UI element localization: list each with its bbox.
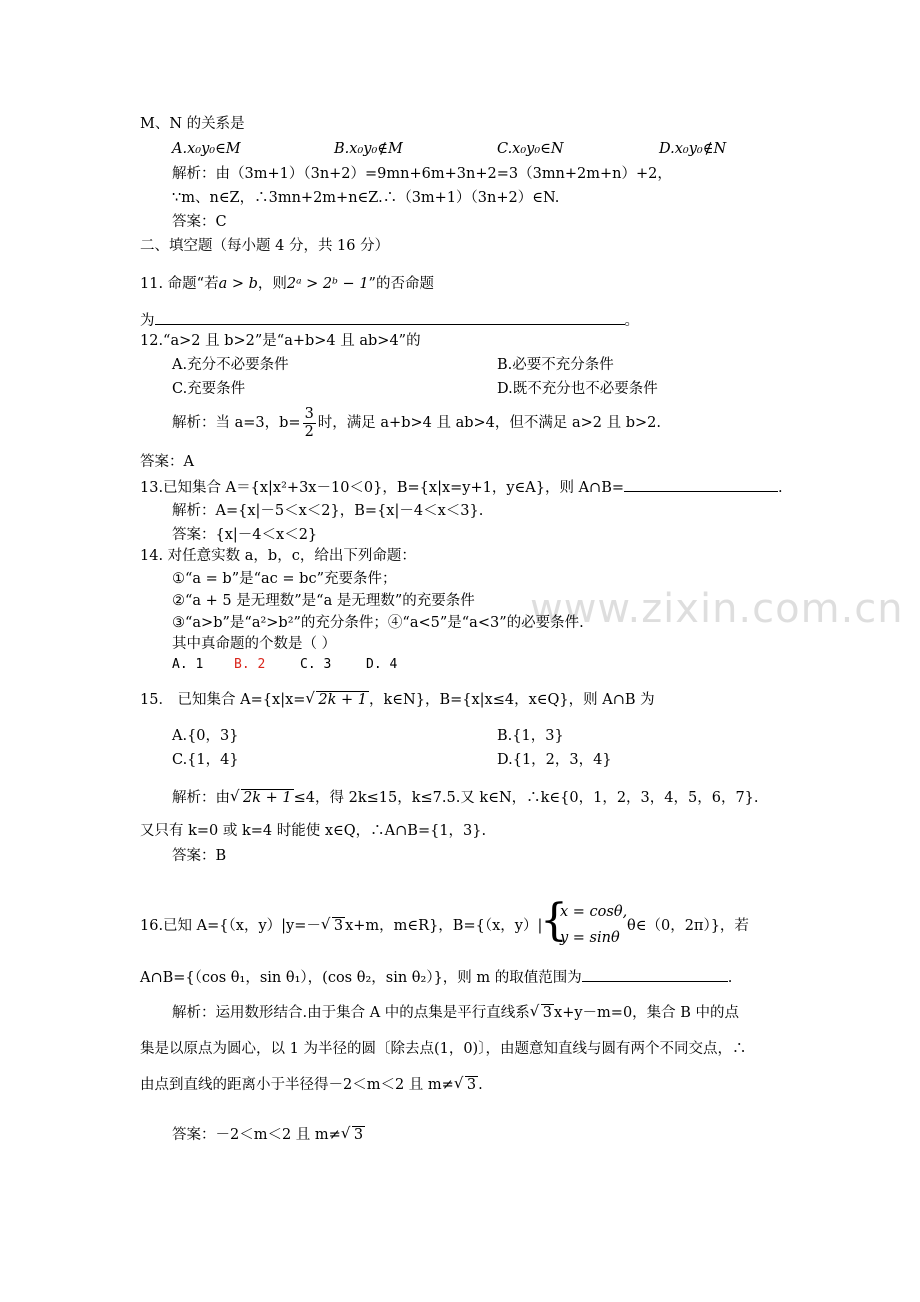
watermark-text: www.zixin.com.cn bbox=[530, 586, 904, 632]
q16-analysis-2: 集是以原点为圆心，以 1 为半径的圆〔除去点(1，0)〕，由题意知直线与圆有两个不同交点，∴ bbox=[140, 1041, 747, 1057]
q11-line-2 bbox=[140, 310, 639, 331]
q15-analysis-radicand: 2k + 1 bbox=[243, 790, 292, 806]
q10-option-c: C.x₀y₀∈N bbox=[497, 141, 564, 157]
q16-analysis-1b: x+y－m=0，集合 B 中的点 bbox=[554, 1005, 740, 1021]
q12-stem: 12.“a>2 且 b>2”是“a+b>4 且 ab>4”的 bbox=[140, 333, 421, 349]
q15-stem-a: 15． 已知集合 A={x|x= bbox=[140, 692, 306, 708]
q16-stem-c: θ∈（0，2π）}，若 bbox=[627, 918, 749, 934]
q13-analysis: 解析：A={x|－5＜x＜2}，B={x|－4＜x＜3}. bbox=[172, 503, 484, 519]
q13-stem-text: 13.已知集合 A＝{x|x²+3x－10＜0}，B={x|x=y+1，y∈A}，则 A∩B= bbox=[140, 480, 625, 496]
q16-analysis-3-sqrt: √ 3 bbox=[453, 1074, 477, 1093]
q14-option-a: A. 1 bbox=[172, 657, 204, 672]
section-heading: 二、填空题（每小题 4 分，共 16 分） bbox=[140, 238, 390, 254]
q11-text-b: ，则 bbox=[257, 276, 287, 292]
q15-option-b: B.{1，3} bbox=[497, 728, 564, 744]
q12-analysis bbox=[172, 404, 661, 442]
q11-end: 。 bbox=[624, 313, 639, 329]
q16-analysis-sqrt-3-value: 3 bbox=[542, 1005, 553, 1021]
q16-stem-a: 16.已知 A={（x，y）|y=－ bbox=[140, 918, 321, 934]
q15-answer: 答案：B bbox=[172, 848, 227, 864]
q15-option-a: A.{0，3} bbox=[172, 728, 239, 744]
q16-answer bbox=[172, 1125, 365, 1145]
q10-option-d: D.x₀y₀∉N bbox=[659, 141, 727, 157]
q16-answer-sqrt-value: 3 bbox=[353, 1127, 364, 1143]
q16-analysis-3 bbox=[140, 1075, 483, 1095]
q12-fraction-denominator: 2 bbox=[304, 423, 314, 440]
q11-condition: a > b bbox=[218, 276, 258, 292]
q14-stem: 14. 对任意实数 a，b，c，给出下列命题： bbox=[140, 548, 416, 564]
q16-answer-blank[interactable] bbox=[582, 967, 728, 982]
q13-stem-end: . bbox=[778, 480, 783, 496]
q16-sqrt-3: √ 3 bbox=[320, 915, 344, 934]
q16-sqrt-3-value: 3 bbox=[333, 918, 344, 934]
q12-fraction bbox=[303, 406, 316, 441]
q16-line-2-end: . bbox=[727, 970, 733, 986]
q11-expression: 2ᵃ > 2ᵇ − 1 bbox=[286, 276, 369, 292]
q13-stem bbox=[140, 477, 783, 498]
q12-option-d: D.既不充分也不必要条件 bbox=[497, 381, 658, 397]
q12-analysis-a: 解析：当 a=3，b= bbox=[172, 415, 301, 431]
q16-analysis-1a: 解析：运用数形结合.由于集合 A 中的点集是平行直线系 bbox=[172, 1005, 530, 1021]
q10-answer: 答案：C bbox=[172, 214, 227, 230]
q16-stem-b: x+m，m∈R}，B={（x，y）| bbox=[345, 918, 543, 934]
q16-system-brace: { bbox=[540, 895, 568, 946]
q15-option-d: D.{1，2，3，4} bbox=[497, 752, 612, 768]
q12-answer: 答案：A bbox=[140, 454, 194, 470]
q10-option-b: B.x₀y₀∉M bbox=[334, 141, 403, 157]
q10-analysis-2: ∵m、n∈Z，∴3mn+2m+n∈Z.∴（3m+1）（3n+2）∈N. bbox=[172, 190, 560, 206]
q16-answer-a: 答案：－2＜m＜2 且 m≠ bbox=[172, 1127, 341, 1143]
q10-analysis-1: 解析：由（3m+1）（3n+2）=9mn+6m+3n+2=3（3mn+2m+n）+2， bbox=[172, 166, 672, 182]
q10-option-a: A.x₀y₀∈M bbox=[172, 141, 241, 157]
q11-text-a: 11. 命题“若 bbox=[140, 276, 219, 292]
q14-item-1: ①“a = b”是“ac = bc”充要条件； bbox=[172, 571, 397, 587]
q14-item-2: ②“a + 5 是无理数”是“a 是无理数”的充要条件 bbox=[172, 593, 475, 609]
q14-option-d: D. 4 bbox=[366, 657, 398, 672]
q12-option-a: A.充分不必要条件 bbox=[172, 357, 289, 373]
q16-stem-line-1 bbox=[140, 916, 542, 936]
q15-stem bbox=[140, 690, 655, 710]
q16-stem-line-2 bbox=[140, 967, 732, 988]
q15-analysis-b: ≤4，得 2k≤15，k≤7.5.又 k∈N，∴k∈{0，1，2，3，4，5，6，7}. bbox=[293, 790, 759, 806]
q16-answer-sqrt: √ 3 bbox=[340, 1124, 364, 1143]
q15-analysis-2: 又只有 k=0 或 k=4 时能使 x∈Q，∴A∩B={1，3}. bbox=[140, 823, 487, 839]
q12-option-c: C.充要条件 bbox=[172, 381, 246, 397]
q16-analysis-3-sqrt-value: 3 bbox=[466, 1077, 477, 1093]
q15-radicand: 2k + 1 bbox=[318, 692, 368, 708]
q11-text-for: 为 bbox=[140, 313, 155, 329]
q15-stem-b: ，k∈N}，B={x|x≤4，x∈Q}，则 A∩B 为 bbox=[369, 692, 655, 708]
q14-option-b: B. 2 bbox=[234, 657, 266, 672]
q12-analysis-b: 时，满足 a+b>4 且 ab>4，但不满足 a>2 且 b>2. bbox=[317, 415, 661, 431]
q14-ask: 其中真命题的个数是（ ） bbox=[172, 636, 337, 652]
q11-text-c: ”的否命题 bbox=[368, 276, 434, 292]
q16-system-y: y = sinθ bbox=[560, 930, 620, 946]
q15-sqrt: √ 2k + 1 bbox=[305, 689, 368, 708]
q11-answer-blank[interactable] bbox=[155, 310, 625, 325]
q16-analysis-sqrt-3: √ 3 bbox=[529, 1002, 553, 1021]
q13-answer-blank[interactable] bbox=[624, 477, 778, 492]
q13-answer: 答案：{x|－4＜x＜2} bbox=[172, 527, 318, 543]
q12-option-b: B.必要不充分条件 bbox=[497, 357, 614, 373]
q14-option-c: C. 3 bbox=[300, 657, 332, 672]
q15-analysis-a: 解析：由 bbox=[172, 790, 230, 806]
q12-fraction-numerator: 3 bbox=[304, 405, 314, 422]
q10-stem: M、N 的关系是 bbox=[140, 116, 245, 132]
q15-analysis-1 bbox=[172, 788, 759, 808]
q16-analysis-3a: 由点到直线的距离小于半径得－2＜m＜2 且 m≠ bbox=[140, 1077, 454, 1093]
q16-analysis-1 bbox=[172, 1003, 739, 1023]
q16-system-x: x = cosθ, bbox=[560, 904, 628, 920]
q11-line-1 bbox=[140, 274, 434, 294]
q16-analysis-3b: . bbox=[478, 1077, 483, 1093]
q15-analysis-sqrt: √ 2k + 1 bbox=[230, 787, 292, 806]
q14-item-3: ③“a>b”是“a²>b²”的充分条件；④“a<5”是“a<3”的必要条件. bbox=[172, 615, 584, 631]
q16-line-2-text: A∩B={（cos θ₁，sin θ₁），(cos θ₂，sin θ₂）}，则 m 的取值范围为 bbox=[140, 970, 582, 986]
q15-option-c: C.{1，4} bbox=[172, 752, 239, 768]
